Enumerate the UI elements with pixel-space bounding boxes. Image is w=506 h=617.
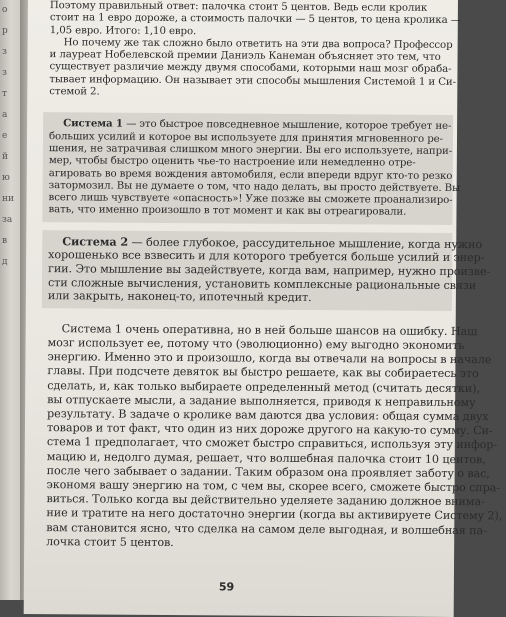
facing-page-fragment: ни bbox=[2, 194, 14, 204]
text-line: шения, не затрачивая слишком много энергии. Вы его используете, напри- bbox=[48, 143, 453, 157]
text-line: или закрыть, наконец-то, ипотечный кредит. bbox=[47, 289, 312, 305]
text-line: Система 1 очень оперативна, но в ней больше шансов на ошибку. Наш bbox=[61, 321, 478, 338]
text-line: тывает информацию. Он называет эти способы мышления Системой 1 и Си- bbox=[49, 73, 456, 88]
facing-page-fragment: р bbox=[2, 26, 8, 36]
intro-paragraph bbox=[49, 0, 461, 101]
text-line: экономя вашу энергию на том, с чем вы, скорее всего, сможете быстро спра- bbox=[46, 478, 500, 495]
text-line: хорошенько все взвесить и для которого требуется больше усилий и энер- bbox=[48, 248, 485, 265]
facing-page-fragment: т bbox=[2, 89, 7, 99]
text-line: стоит на 1 евро дороже, а стоимость палочки — 5 центов, то цена кролика — bbox=[49, 12, 461, 27]
body-paragraph bbox=[46, 321, 503, 552]
text-line: гии. Это мышление вы задействуете, когда вам, например, нужно произве- bbox=[48, 262, 491, 279]
text-line: после чего забывает о задании. Таким образом она проявляет заботу о вас, bbox=[46, 463, 490, 480]
system2-callout bbox=[42, 230, 491, 311]
facing-page-fragment: о bbox=[2, 5, 8, 15]
text-line: больших усилий и которое вы используете для принятия мгновенного ре- bbox=[48, 130, 443, 145]
text-line: товаров и тот факт, что один из них дороже другого на какую-то сумму. Си- bbox=[46, 421, 493, 438]
text-line: вать, что именно произошло в тот момент и как вы отреагировали. bbox=[48, 204, 407, 219]
facing-page-fragment: е bbox=[2, 131, 8, 141]
system1-callout bbox=[42, 112, 461, 224]
text-line: мозг использует ее, потому что (эволюционно) ему выгодно экономить bbox=[47, 336, 465, 352]
facing-page-fragment: й bbox=[2, 152, 8, 162]
facing-page-fragment: з bbox=[2, 68, 7, 78]
text-line: мацию и, недолго думая, решает, что волшебная палочка стоит 10 центов, bbox=[46, 449, 486, 466]
text-line: главы. При подсчете девяток вы быстро решаете, как вы собираетесь это bbox=[47, 364, 479, 381]
text-line: агировать во время вождения автомобиля, если впереди вдруг кто-то резко bbox=[48, 167, 453, 182]
text-line: виться. Только когда вы действительно уделяете заданию должное внима- bbox=[46, 492, 485, 509]
facing-page-fragment: в bbox=[2, 236, 8, 246]
page-number: 59 bbox=[218, 580, 235, 594]
text-line: стема 1 предполагает, что сможет быстро справиться, используя эту инфор- bbox=[46, 435, 498, 452]
text-line: стемой 2. bbox=[49, 86, 100, 98]
text-line: результату. В задаче о кролике вам даются два условия: общая сумма двух bbox=[47, 407, 489, 424]
text-line: всего лишь чувствуете «опасность»! Уже позже вы сможете проанализиро- bbox=[48, 192, 453, 207]
facing-page-text bbox=[2, 0, 18, 273]
text-line: вам становится ясно, что сделка на самом деле выгодная, и волшебная па- bbox=[46, 520, 487, 537]
text-line: сти сложные вычисления, установить комплексные рациональные связи bbox=[47, 275, 477, 292]
text-line: и лауреат Нобелевской премии Даниэль Канеман объясняет это тем, что bbox=[49, 49, 441, 64]
facing-page-fragment: а bbox=[2, 110, 8, 120]
text-line: существует различие между двумя способами, которыми наш мозг обраба- bbox=[49, 61, 452, 76]
book-page bbox=[24, 0, 503, 617]
facing-page-fragment: з bbox=[2, 47, 7, 57]
facing-page-fragment: ю bbox=[2, 173, 10, 183]
text-line: Поэтому правильный ответ: палочка стоит 5 центов. Ведь если кролик bbox=[49, 0, 428, 14]
text-line: сделать, и, как только выбираете определенный метод (считать десятки), bbox=[47, 378, 480, 395]
text-line: ние и тратите на него достаточно энергии (когда вы активируете Систему 2), bbox=[46, 506, 503, 523]
text-line: вы отпускаете мысли, а задание выполняется, приводя к неправильному bbox=[47, 392, 476, 409]
text-line: 1,05 евро. Итого: 1,10 евро. bbox=[49, 24, 197, 37]
facing-page-fragment: за bbox=[2, 215, 13, 225]
text-line: энергию. Именно это и произошло, когда вы отвечали на вопросы в начале bbox=[47, 350, 492, 367]
text-line: лочка стоит 5 центов. bbox=[46, 534, 174, 549]
text-line: Но почему же так сложно было ответить на эти два вопроса? Профессор bbox=[63, 37, 453, 51]
text-line: Система 1 — это быстрое повседневное мышление, которое требует не- bbox=[63, 117, 452, 133]
page-content bbox=[46, 0, 503, 552]
text-line: затормозил. Вы не думаете о том, что надо делать, вы просто действуете. Вы bbox=[48, 180, 461, 194]
system2-term: Система 2 bbox=[62, 233, 129, 249]
system1-term: Система 1 bbox=[63, 117, 123, 131]
text-line: мер, чтобы быстро оценить чье-то настроение или немедленно отре- bbox=[48, 155, 416, 169]
facing-page-fragment: д bbox=[2, 257, 8, 267]
text-line: Система 2 — более глубокое, рассудительное мышление, когда нужно bbox=[62, 233, 483, 251]
facing-page-edge bbox=[0, 0, 20, 600]
